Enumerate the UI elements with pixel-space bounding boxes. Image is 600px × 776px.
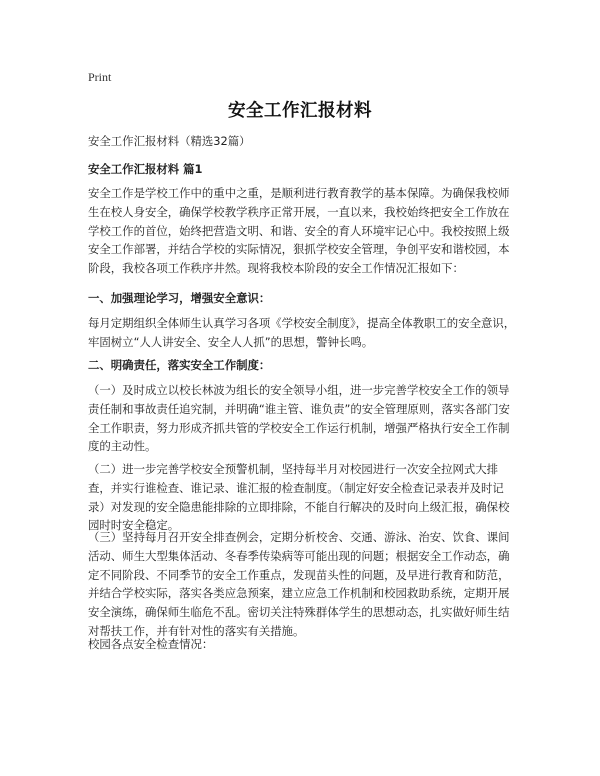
item-two-paragraph: （二）进一步完善学校安全预警机制，坚持每半月对校园进行一次安全拉网式大排查，并实行谁检查、谁记录、谁汇报的检查制度。（制定好安全检查记录表并及时记录）对发现的安全隐患能排除的立即排除，不能自行解决的及时向上级汇报，确保校园时时安全稳定。 bbox=[88, 462, 510, 533]
section-title: 安全工作汇报材料 篇1 bbox=[88, 162, 203, 176]
heading-one: 一、加强理论学习，增强安全意识： bbox=[88, 291, 271, 305]
print-link[interactable]: Print bbox=[88, 70, 112, 84]
study-paragraph: 每月定期组织全体师生认真学习各项《学校安全制度》，提高全体教职工的安全意识，牢固树立“人人讲安全、安全人人抓”的思想，警钟长鸣。 bbox=[88, 316, 516, 349]
heading-two: 二、明确责任，落实安全工作制度： bbox=[88, 358, 271, 372]
item-one-paragraph: （一）及时成立以校长林波为组长的安全领导小组，进一步完善学校安全工作的领导责任制和事故责任追究制，并明确“谁主管、谁负责”的安全管理原则，落实各部门安全工作职责，努力形成齐抓共管的学校安全工作运行机制，增强严格执行安全工作制度的主动性。 bbox=[88, 383, 510, 454]
document-subtitle: 安全工作汇报材料（精选32篇） bbox=[88, 134, 251, 148]
intro-paragraph: 安全工作是学校工作中的重中之重，是顺利进行教育教学的基本保障。为确保我校师生在校人身安全，确保学校教学秩序正常开展，一直以来，我校始终把安全工作放在学校工作的首位，始终把营造文明、和谐、安全的育人环境牢记心中。我校按照上级安全工作部署，并结合学校的实际情况，狠抓学校安全管理，争创平安和谐校园，本阶段，我校各项工作秩序井然。现将我校本阶段的安全工作情况汇报如下： bbox=[88, 186, 510, 276]
document-title: 安全工作汇报材料 bbox=[228, 101, 372, 121]
closing-line: 校园各点安全检查情况： bbox=[88, 637, 214, 651]
item-three-paragraph: （三）坚持每月召开安全排查例会，定期分析校舍、交通、游泳、治安、饮食、课间活动、师生大型集体活动、冬春季传染病等可能出现的问题；根据安全工作动态，确定不同阶段、不同季节的安全工作重点，发现苗头性的问题，及早进行教育和防范，并结合学校实际，落实各类应急预案，建立应急工作机制和校园救助系统，定期开展安全演练，确保师生临危不乱。密切关注特殊群体学生的思想动态，扎实做好师生结对帮扶工作，并有针对性的落实有关措施。 bbox=[88, 530, 510, 638]
